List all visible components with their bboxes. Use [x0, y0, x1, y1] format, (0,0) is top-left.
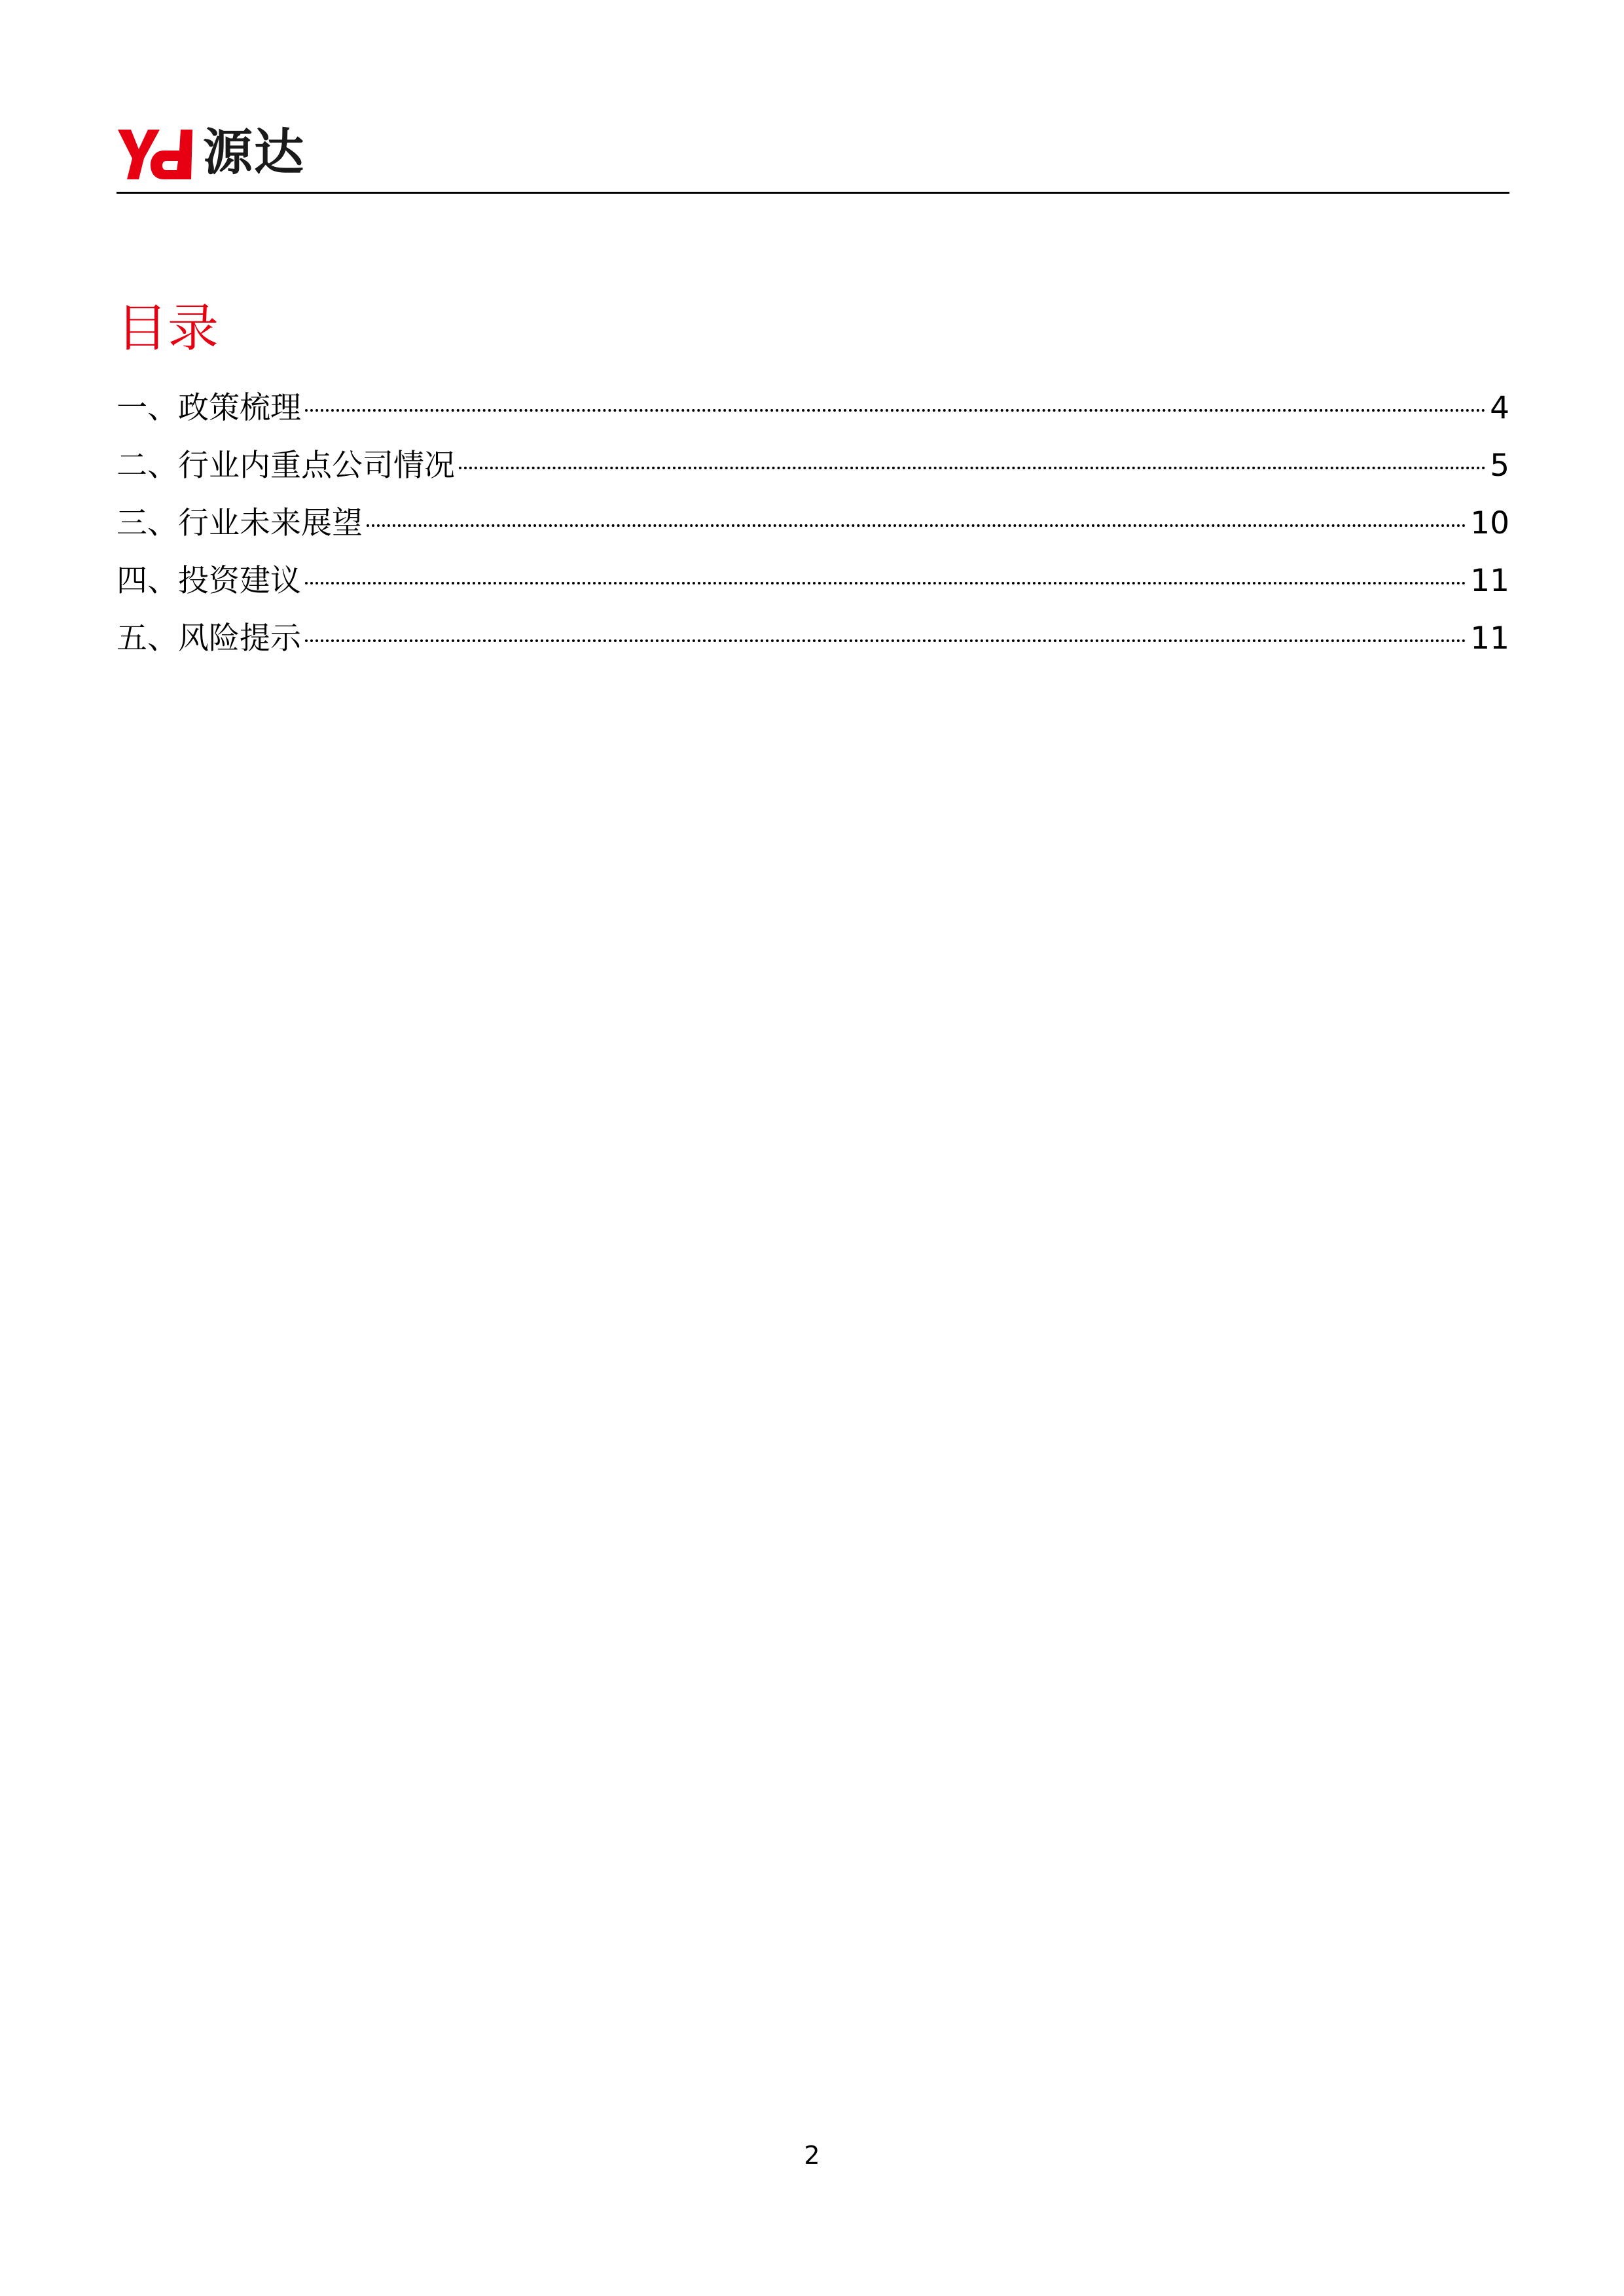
toc-entry-label: 五、风险提示	[117, 620, 301, 656]
table-of-contents	[117, 380, 1509, 668]
header-divider	[117, 192, 1509, 194]
toc-entry-page: 11	[1470, 563, 1509, 599]
toc-entry-page: 10	[1470, 505, 1509, 541]
toc-title: 目录	[117, 299, 219, 358]
toc-entry-page: 5	[1490, 448, 1509, 484]
toc-entry-key-companies[interactable]	[117, 437, 1509, 495]
toc-entry-investment-advice[interactable]	[117, 552, 1509, 610]
toc-entry-page: 4	[1490, 390, 1509, 426]
toc-entry-label: 四、投资建议	[117, 563, 301, 599]
yd-logo-mark-icon	[117, 124, 194, 181]
toc-entry-label: 一、政策梳理	[117, 390, 301, 426]
toc-dot-leader	[305, 409, 1486, 412]
toc-entry-outlook[interactable]	[117, 495, 1509, 552]
toc-entry-risk-warning[interactable]	[117, 610, 1509, 668]
toc-entry-policy[interactable]	[117, 380, 1509, 437]
toc-entry-label: 三、行业未来展望	[117, 505, 363, 541]
toc-dot-leader	[305, 639, 1466, 642]
page-number: 2	[804, 2141, 820, 2170]
toc-dot-leader	[305, 582, 1466, 584]
page-header	[117, 117, 1509, 194]
logo-text: 源达	[203, 123, 305, 181]
toc-entry-page: 11	[1470, 620, 1509, 656]
toc-entry-label: 二、行业内重点公司情况	[117, 448, 455, 484]
toc-dot-leader	[459, 467, 1486, 469]
company-logo	[117, 123, 305, 182]
toc-dot-leader	[367, 524, 1466, 527]
